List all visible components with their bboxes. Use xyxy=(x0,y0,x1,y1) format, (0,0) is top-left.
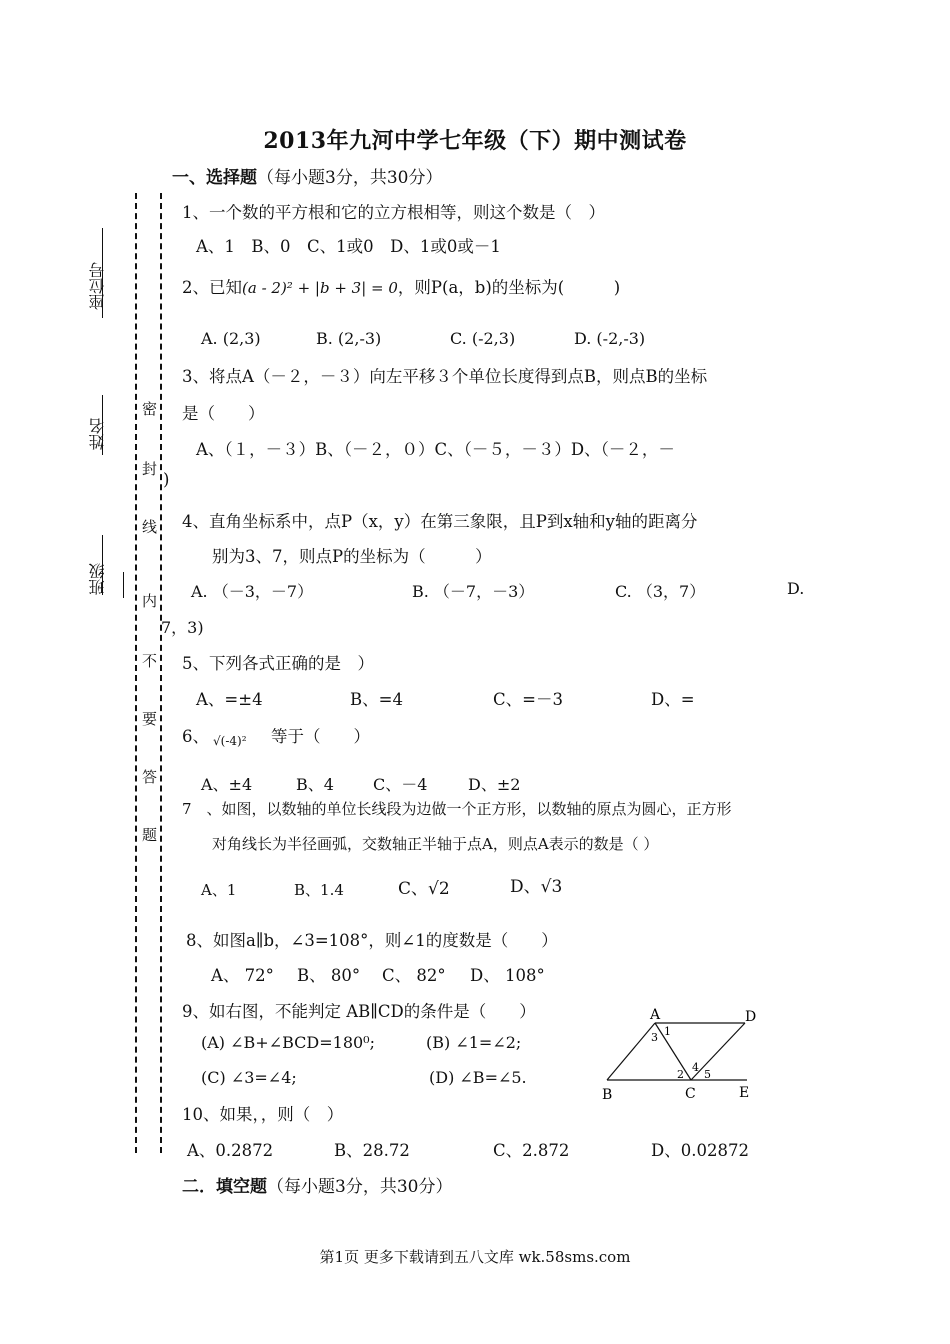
q6-option-c: C、－4 xyxy=(373,775,428,794)
q8-stem: 8、如图a∥b，∠3=108°，则∠1的度数是（ ） xyxy=(186,931,558,950)
section-2-label: 二．填空题 xyxy=(182,1177,267,1197)
q2-option-b: B. (2,-3) xyxy=(316,329,382,348)
seal-char: 不 xyxy=(142,652,158,670)
q5-option-c: C、=－3 xyxy=(493,690,563,709)
q10-option-b: B、28.72 xyxy=(334,1141,410,1160)
q5-option-b: B、=4 xyxy=(350,690,403,709)
q10-option-d: D、0.02872 xyxy=(651,1141,749,1160)
q8-option-b: B、 80° xyxy=(297,966,361,985)
name-label: 姓名 xyxy=(88,418,107,450)
section-2-note: （每小题3分，共30分） xyxy=(267,1177,453,1197)
q5-option-a: A、=±4 xyxy=(196,690,263,709)
q9-option-c: (C) ∠3=∠4; xyxy=(201,1068,297,1087)
q6-post: 等于（ ） xyxy=(271,727,370,746)
q7-stem-2: 对角线长为半径画弧，交数轴正半轴于点A，则点A表示的数是（ ） xyxy=(212,835,659,853)
seat-underline xyxy=(102,228,103,318)
q4-option-b: B. （－7，－3） xyxy=(412,582,535,601)
q2-option-c: C. (-2,3) xyxy=(450,329,516,348)
q7-option-a: A、1 xyxy=(201,881,237,899)
q4-stem-2: 别为3、7，则点P的坐标为（ ） xyxy=(212,547,492,566)
class-label-wrap xyxy=(86,563,109,595)
name-label-wrap xyxy=(86,418,109,450)
q6-radical: √(-4)² xyxy=(213,734,247,748)
q10-stem: 10、如果，，则（ ） xyxy=(182,1105,344,1124)
q6-option-a: A、±4 xyxy=(201,775,253,794)
q4-option-d-wrap: 7，3) xyxy=(161,618,204,637)
binding-line-right xyxy=(160,193,162,1153)
q1-stem: 1、一个数的平方根和它的立方根相等，则这个数是（ ） xyxy=(182,203,605,222)
q10-option-a: A、0.2872 xyxy=(187,1141,274,1160)
angle-label-4: 4 xyxy=(692,1061,699,1074)
q3-options: A、（１，－３）B、（－２，０）C、（－５，－３）D、（－２，－ xyxy=(196,440,675,459)
label-d: D xyxy=(745,1009,757,1025)
q4-stem: 4、直角坐标系中，点P（x，y）在第三象限，且P到x轴和y轴的距离分 xyxy=(182,512,698,531)
seal-char: 题 xyxy=(142,826,158,844)
seal-char: 封 xyxy=(142,460,158,478)
q8-option-c: C、 82° xyxy=(382,966,446,985)
label-b: B xyxy=(602,1087,613,1103)
angle-label-3: 3 xyxy=(651,1031,658,1044)
q10-option-c: C、2.872 xyxy=(493,1141,570,1160)
q6-option-b: B、4 xyxy=(296,775,334,794)
segment-cd xyxy=(691,1023,745,1080)
q6-pre: 6、 xyxy=(182,727,209,746)
q2-stem xyxy=(182,274,620,298)
seal-char: 线 xyxy=(142,518,158,536)
angle-label-1: 1 xyxy=(664,1025,671,1038)
binding-line-left xyxy=(135,193,137,1153)
q2-formula: (a - 2)² + |b + 3| = 0 xyxy=(242,279,398,297)
section-1-label: 一、选择题 xyxy=(172,168,257,188)
seal-char: 要 xyxy=(142,710,158,728)
q4-option-a: A. （－3，－7） xyxy=(191,582,314,601)
q7-option-d: D、√3 xyxy=(510,877,563,897)
segment-ac xyxy=(655,1023,691,1080)
q9-option-d: (D) ∠B=∠5. xyxy=(429,1068,527,1087)
q9-stem: 9、如右图，不能判定 AB∥CD的条件是（ ） xyxy=(182,1002,536,1021)
q2-pre: 2、已知 xyxy=(182,278,242,297)
seat-number-label xyxy=(86,262,109,310)
label-a: A xyxy=(650,1007,661,1023)
q8-option-d: D、 108° xyxy=(470,966,545,985)
class-underline xyxy=(102,535,103,595)
page-footer: 第1页 更多下载请到五八文库 wk.58sms.com xyxy=(319,1248,631,1266)
q7-option-c: C、√2 xyxy=(398,879,450,899)
seal-char: 内 xyxy=(142,592,158,610)
q1-options: A、1 B、0 C、1或0 D、1或0或－1 xyxy=(196,237,501,256)
angle-label-2: 2 xyxy=(677,1068,684,1081)
q9-option-b: (B) ∠1=∠2; xyxy=(426,1033,522,1052)
q4-option-d: D. xyxy=(787,579,805,598)
q8-option-a: A、 72° xyxy=(211,966,274,985)
q2-post: ，则P(a，b)的坐标为( ) xyxy=(397,278,621,297)
section-1-note: （每小题3分，共30分） xyxy=(257,168,443,188)
class-tick xyxy=(123,572,124,598)
label-c: C xyxy=(685,1086,696,1102)
q2-option-d: D. (-2,-3) xyxy=(574,329,646,348)
seal-char: 密 xyxy=(142,400,158,418)
q9-option-a: (A) ∠B+∠BCD=180⁰; xyxy=(201,1033,375,1052)
q3-stem: 3、将点A（－２，－３）向左平移３个单位长度得到点B，则点B的坐标 xyxy=(182,367,708,386)
q2-option-a: A. (2,3) xyxy=(201,329,261,348)
seal-char: 答 xyxy=(142,768,158,786)
segment-ab xyxy=(607,1023,655,1080)
seat-label: 座位号 xyxy=(88,262,107,310)
q3-options-wrap: ) xyxy=(163,470,170,489)
section-2-heading xyxy=(182,1172,452,1197)
q9-parallelogram-figure xyxy=(595,1003,770,1108)
q5-stem: 5、下列各式正确的是 ） xyxy=(182,654,374,673)
q7-stem: 7 、如图，以数轴的单位长线段为边做一个正方形，以数轴的原点为圆心，正方形 xyxy=(182,800,732,818)
angle-label-5: 5 xyxy=(704,1068,711,1081)
q7-option-b: B、1.4 xyxy=(294,881,344,899)
section-1-heading xyxy=(172,163,442,188)
q6-option-d: D、±2 xyxy=(468,775,521,794)
name-underline xyxy=(102,395,103,455)
q5-option-d: D、= xyxy=(651,690,695,709)
page-title: 2013年九河中学七年级（下）期中测试卷 xyxy=(263,128,687,154)
label-e: E xyxy=(739,1085,750,1101)
q4-option-c: C. （3，7） xyxy=(615,582,706,601)
class-label: 班级 xyxy=(88,563,107,595)
q3-stem-2: 是（ ） xyxy=(182,404,265,423)
